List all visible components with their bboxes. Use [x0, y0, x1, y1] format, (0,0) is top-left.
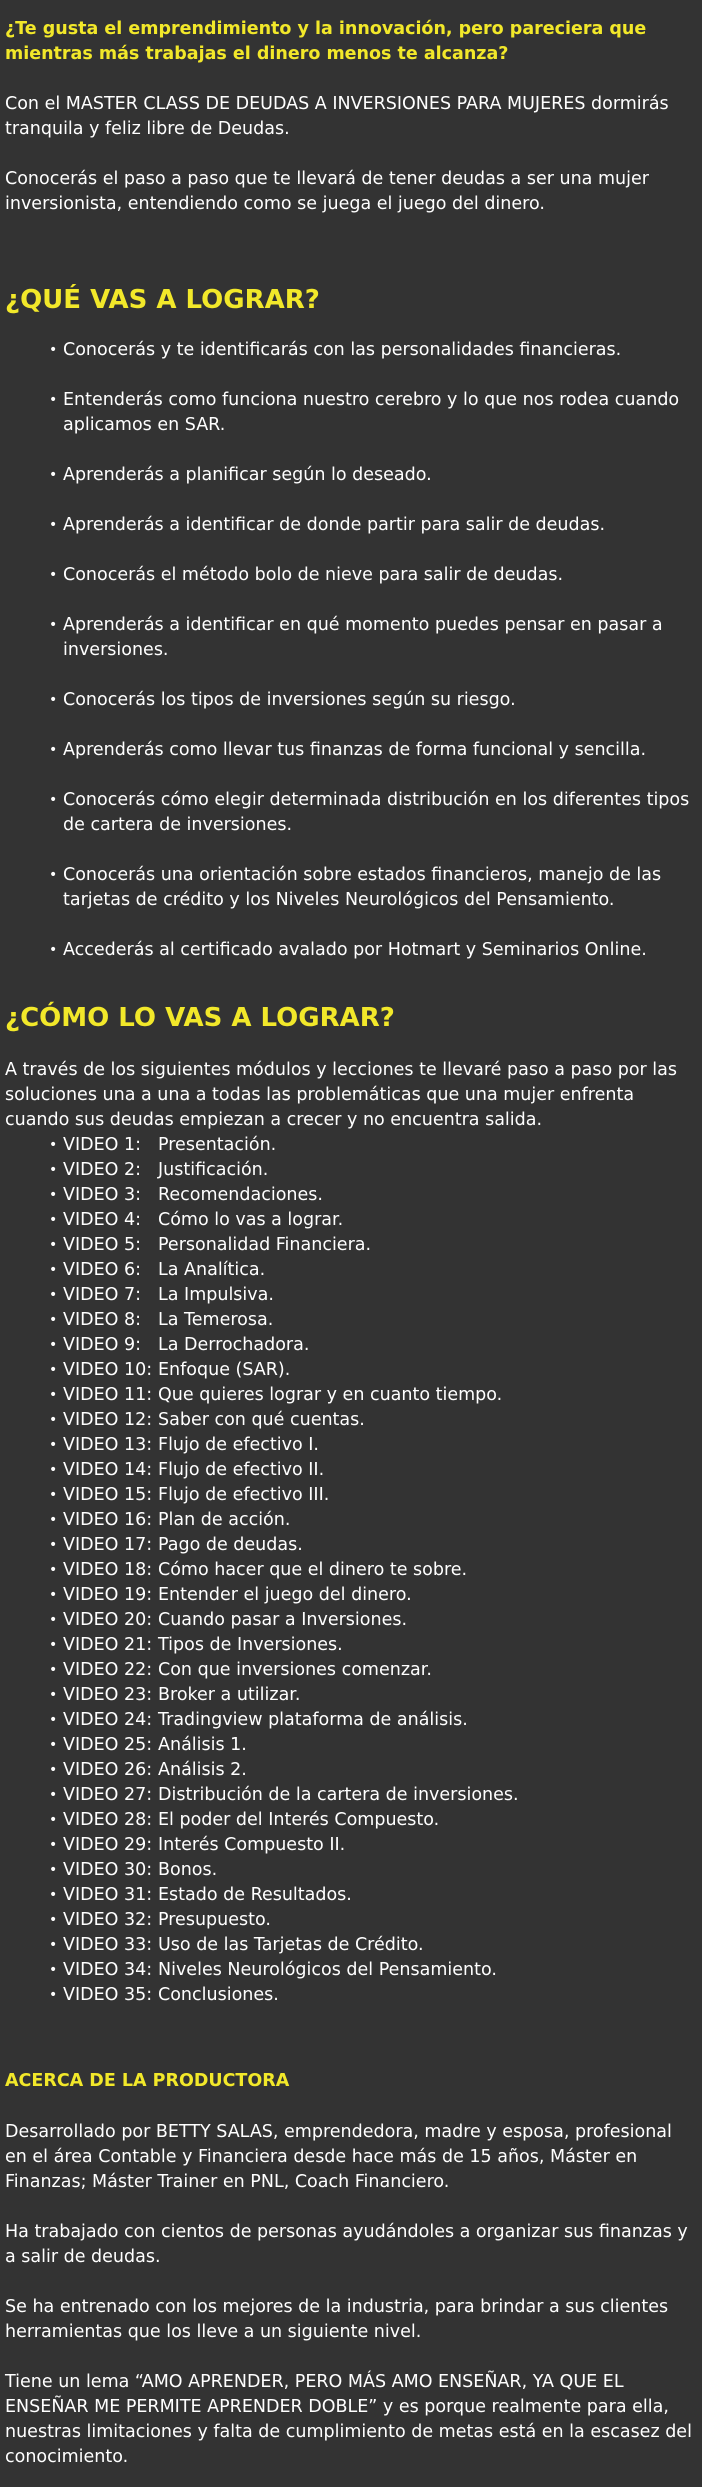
video-number: VIDEO 9:	[63, 1335, 142, 1355]
sales-page	[0, 17, 702, 2470]
video-item	[49, 1758, 694, 1783]
video-title: Presupuesto.	[158, 1910, 271, 1930]
video-item	[49, 1508, 694, 1533]
video-title: Cómo hacer que el dinero te sobre.	[158, 1560, 468, 1580]
video-number: VIDEO 24:	[63, 1710, 153, 1730]
acerca-paragraph-2: Ha trabajado con cientos de personas ayudándoles a organizar sus finanzas y a salir de deudas.	[5, 2222, 688, 2267]
benefits-list	[5, 338, 694, 963]
video-number: VIDEO 34:	[63, 1960, 153, 1980]
video-item	[49, 1683, 694, 1708]
video-title: Análisis 1.	[158, 1735, 247, 1755]
video-title: Recomendaciones.	[158, 1185, 323, 1205]
video-title: La Derrochadora.	[158, 1335, 310, 1355]
video-item	[49, 1458, 694, 1483]
video-title: Justificación.	[158, 1160, 269, 1180]
video-number: VIDEO 12:	[63, 1410, 153, 1430]
como-description: A través de los siguientes módulos y lecciones te llevaré paso a paso por las soluciones una a una a todas las problemáticas que una mujer enfrenta cuando sus deudas empiezan a crecer y no encuentra salida.	[5, 1060, 678, 1130]
video-number: VIDEO 17:	[63, 1535, 153, 1555]
video-number: VIDEO 13:	[63, 1435, 153, 1455]
video-title: El poder del Interés Compuesto.	[158, 1810, 440, 1830]
video-list	[5, 1133, 694, 2008]
video-item	[49, 1658, 694, 1683]
video-title: Enfoque (SAR).	[158, 1360, 291, 1380]
list-item: • Aprenderás a planificar según lo deseado.	[49, 463, 694, 488]
list-item: • Entenderás como funciona nuestro cerebro y lo que nos rodea cuando aplicamos en SAR.	[49, 388, 694, 438]
video-item	[49, 1908, 694, 1933]
video-number: VIDEO 22:	[63, 1660, 153, 1680]
video-number: VIDEO 28:	[63, 1810, 153, 1830]
video-number: VIDEO 23:	[63, 1685, 153, 1705]
video-number: VIDEO 16:	[63, 1510, 153, 1530]
acerca-paragraph-4: Tiene un lema “AMO APRENDER, PERO MÁS AMO ENSEÑAR, YA QUE EL ENSEÑAR ME PERMITE APRENDER DOBLE” y es porque realmente para ella, nuestras limitaciones y falta de cumplimiento de metas está en la escasez del conocimiento.	[5, 2372, 692, 2467]
video-number: VIDEO 25:	[63, 1735, 153, 1755]
intro-question: ¿Te gusta el emprendimiento y la innovación, pero pareciera que mientras más trabajas el dinero menos te alcanza?	[5, 19, 647, 64]
video-title: Broker a utilizar.	[158, 1685, 301, 1705]
video-item	[49, 1883, 694, 1908]
video-title: Niveles Neurológicos del Pensamiento.	[158, 1960, 497, 1980]
video-number: VIDEO 30:	[63, 1860, 153, 1880]
video-number: VIDEO 33:	[63, 1935, 153, 1955]
video-title: Cómo lo vas a lograr.	[158, 1210, 344, 1230]
video-item	[49, 1258, 694, 1283]
video-item	[49, 1208, 694, 1233]
list-item: • Conocerás cómo elegir determinada distribución en los diferentes tipos de cartera de inversiones.	[49, 788, 694, 838]
video-number: VIDEO 31:	[63, 1885, 153, 1905]
video-title: Entender el juego del dinero.	[158, 1585, 412, 1605]
video-title: Estado de Resultados.	[158, 1885, 352, 1905]
video-title: Flujo de efectivo I.	[158, 1435, 319, 1455]
video-title: Interés Compuesto II.	[158, 1835, 346, 1855]
video-title: Flujo de efectivo III.	[158, 1485, 330, 1505]
video-title: Personalidad Financiera.	[158, 1235, 372, 1255]
video-number: VIDEO 18:	[63, 1560, 153, 1580]
video-item	[49, 1408, 694, 1433]
video-title: Conclusiones.	[158, 1985, 279, 2005]
acerca-paragraph-3: Se ha entrenado con los mejores de la industria, para brindar a sus clientes herramientas que los lleve a un siguiente nivel.	[5, 2297, 669, 2342]
video-item	[49, 1558, 694, 1583]
video-item	[49, 1333, 694, 1358]
video-title: La Analítica.	[158, 1260, 266, 1280]
video-title: Cuando pasar a Inversiones.	[158, 1610, 408, 1630]
video-number: VIDEO 1:	[63, 1135, 142, 1155]
video-title: Con que inversiones comenzar.	[158, 1660, 432, 1680]
video-title: Distribución de la cartera de inversiones.	[158, 1785, 519, 1805]
video-title: Flujo de efectivo II.	[158, 1460, 325, 1480]
video-item	[49, 1783, 694, 1808]
video-item	[49, 1708, 694, 1733]
intro-paragraph-2: Conocerás el paso a paso que te llevará de tener deudas a ser una mujer inversionista, entendiendo como se juega el juego del dinero.	[5, 169, 649, 214]
video-number: VIDEO 27:	[63, 1785, 153, 1805]
video-number: VIDEO 2:	[63, 1160, 142, 1180]
video-item	[49, 1383, 694, 1408]
video-title: La Impulsiva.	[158, 1285, 274, 1305]
video-number: VIDEO 8:	[63, 1310, 142, 1330]
section-title-acerca: ACERCA DE LA PRODUCTORA	[5, 2071, 290, 2091]
video-title: Análisis 2.	[158, 1760, 247, 1780]
video-number: VIDEO 10:	[63, 1360, 153, 1380]
video-number: VIDEO 14:	[63, 1460, 153, 1480]
video-title: Pago de deudas.	[158, 1535, 303, 1555]
video-number: VIDEO 15:	[63, 1485, 153, 1505]
video-item	[49, 1633, 694, 1658]
list-item: • Aprenderás a identificar en qué momento puedes pensar en pasar a inversiones.	[49, 613, 694, 663]
video-title: Tipos de Inversiones.	[158, 1635, 343, 1655]
video-item	[49, 1233, 694, 1258]
video-item	[49, 1183, 694, 1208]
video-number: VIDEO 6:	[63, 1260, 142, 1280]
video-item	[49, 1308, 694, 1333]
video-number: VIDEO 20:	[63, 1610, 153, 1630]
video-number: VIDEO 4:	[63, 1210, 142, 1230]
video-title: Bonos.	[158, 1860, 218, 1880]
video-item	[49, 1983, 694, 2008]
video-title: Saber con qué cuentas.	[158, 1410, 365, 1430]
video-number: VIDEO 21:	[63, 1635, 153, 1655]
section-title-lograr: ¿QUÉ VAS A LOGRAR?	[5, 285, 320, 315]
video-number: VIDEO 32:	[63, 1910, 153, 1930]
video-item	[49, 1283, 694, 1308]
video-item	[49, 1583, 694, 1608]
video-number: VIDEO 19:	[63, 1585, 153, 1605]
video-item	[49, 1358, 694, 1383]
list-item: • Conocerás y te identificarás con las personalidades financieras.	[49, 338, 694, 363]
video-item	[49, 1933, 694, 1958]
video-title: Presentación.	[158, 1135, 277, 1155]
video-title: Tradingview plataforma de análisis.	[158, 1710, 468, 1730]
video-title: Plan de acción.	[158, 1510, 291, 1530]
video-number: VIDEO 11:	[63, 1385, 153, 1405]
video-number: VIDEO 29:	[63, 1835, 153, 1855]
video-title: La Temerosa.	[158, 1310, 274, 1330]
acerca-paragraph-1: Desarrollado por BETTY SALAS, emprendedora, madre y esposa, profesional en el área Contable y Financiera desde hace más de 15 años, Máster en Finanzas; Máster Trainer en PNL, Coach Financiero.	[5, 2122, 672, 2192]
list-item: • Aprenderás a identificar de donde partir para salir de deudas.	[49, 513, 694, 538]
video-item	[49, 1133, 694, 1158]
video-item	[49, 1733, 694, 1758]
video-number: VIDEO 35:	[63, 1985, 153, 2005]
video-number: VIDEO 3:	[63, 1185, 142, 1205]
section-title-como: ¿CÓMO LO VAS A LOGRAR?	[5, 1003, 395, 1033]
list-item: • Accederás al certificado avalado por Hotmart y Seminarios Online.	[49, 938, 694, 963]
video-item	[49, 1158, 694, 1183]
video-item	[49, 1483, 694, 1508]
video-item	[49, 1833, 694, 1858]
video-item	[49, 1533, 694, 1558]
video-item	[49, 1808, 694, 1833]
list-item: • Conocerás los tipos de inversiones según su riesgo.	[49, 688, 694, 713]
intro-paragraph-1: Con el MASTER CLASS DE DEUDAS A INVERSIONES PARA MUJERES dormirás tranquila y feliz libre de Deudas.	[5, 94, 669, 139]
video-title: Que quieres lograr y en cuanto tiempo.	[158, 1385, 503, 1405]
video-number: VIDEO 26:	[63, 1760, 153, 1780]
list-item: • Conocerás el método bolo de nieve para salir de deudas.	[49, 563, 694, 588]
video-item	[49, 1608, 694, 1633]
list-item: • Aprenderás como llevar tus finanzas de forma funcional y sencilla.	[49, 738, 694, 763]
video-item	[49, 1433, 694, 1458]
video-item	[49, 1858, 694, 1883]
video-number: VIDEO 5:	[63, 1235, 142, 1255]
video-item	[49, 1958, 694, 1983]
list-item: • Conocerás una orientación sobre estados financieros, manejo de las tarjetas de crédito y los Niveles Neurológicos del Pensamiento.	[49, 863, 694, 913]
video-title: Uso de las Tarjetas de Crédito.	[158, 1935, 424, 1955]
video-number: VIDEO 7:	[63, 1285, 142, 1305]
